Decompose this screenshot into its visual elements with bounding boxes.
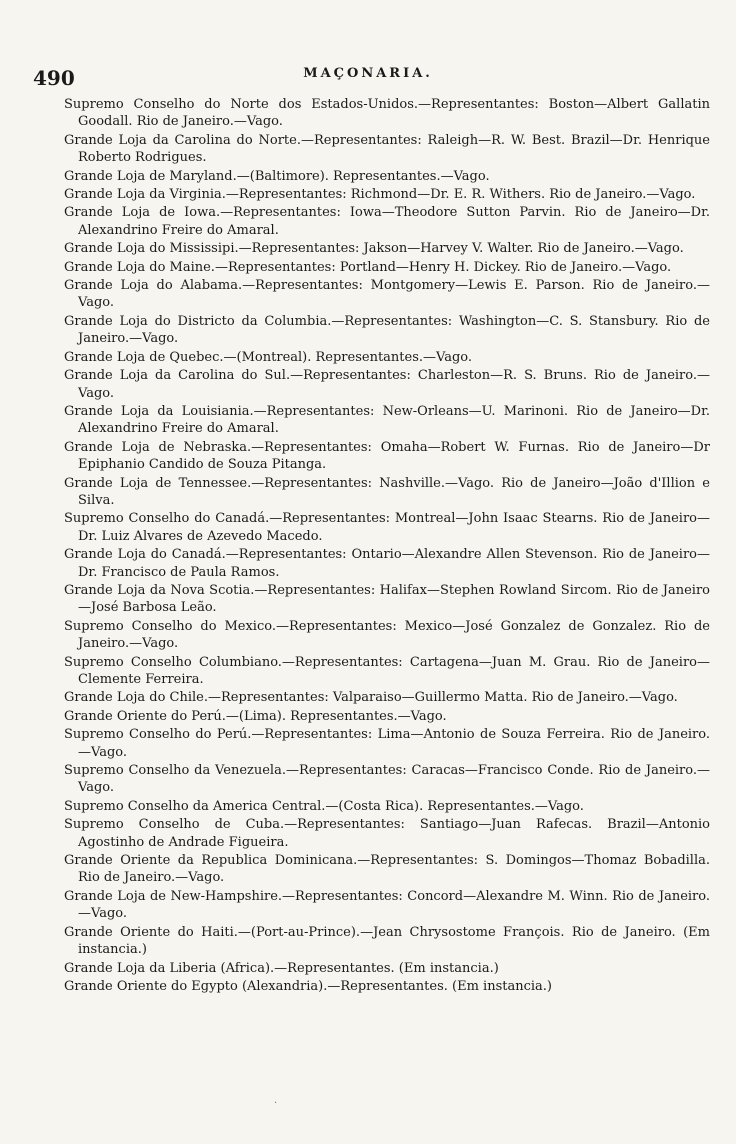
list-item: Supremo Conselho Columbiano.—Representantes: Cartagena—Juan M. Grau. Rio de Janeiro—Clemente Ferreira. xyxy=(64,654,710,687)
list-item: Grande Loja do Maine.—Representantes: Portland—Henry H. Dickey. Rio de Janeiro.—Vago. xyxy=(64,259,672,275)
list-item: Supremo Conselho da America Central.—(Costa Rica). Representantes.—Vago. xyxy=(64,798,584,814)
list-item: Grande Loja do Canadá.—Representantes: Ontario—Alexandre Allen Stevenson. Rio de Janeiro—Dr. Francisco de Paula Ramos. xyxy=(64,547,710,580)
page-number: 490 xyxy=(33,66,75,90)
list-item: Supremo Conselho do Mexico.—Representantes: Mexico—José Gonzalez de Gonzalez. Rio de Janeiro.—Vago. xyxy=(64,618,710,652)
list-item: Supremo Conselho da Venezuela.—Representantes: Caracas—Francisco Conde. Rio de Janeiro.—Vago. xyxy=(64,763,710,796)
list-item: Grande Oriente do Haiti.—(Port-au-Prince).—Jean Chrysostome François. Rio de Janeiro. (Em instancia.) xyxy=(64,924,710,958)
list-item: Grande Oriente da Republica Dominicana.—Representantes: S. Domingos—Thomaz Bobadilla. Rio de Janeiro.—Vago. xyxy=(64,853,710,886)
list-item: Grande Loja de Nebraska.—Representantes: Omaha—Robert W. Furnas. Rio de Janeiro—Dr Epiphanio Candido de Souza Pitanga. xyxy=(64,439,710,473)
list-item: Grande Oriente do Egypto (Alexandria).—Representantes. (Em instancia.) xyxy=(64,978,552,994)
list-item: Grande Loja da Nova Scotia.—Representantes: Halifax—Stephen Rowland Sircom. Rio de Janeiro—José Barbosa Leão. xyxy=(64,582,710,616)
list-item: Grande Loja de Iowa.—Representantes: Iowa—Theodore Sutton Parvin. Rio de Janeiro—Dr. Alexandrino Freire do Amaral. xyxy=(64,205,710,238)
list-item: Grande Loja do Mississipi.—Representantes: Jakson—Harvey V. Walter. Rio de Janeiro.—Vago. xyxy=(64,241,684,257)
list-item: Grande Oriente do Perú.—(Lima). Representantes.—Vago. xyxy=(64,708,447,724)
list-item: Supremo Conselho do Perú.—Representantes: Lima—Antonio de Souza Ferreira. Rio de Janeiro.—Vago. xyxy=(64,727,710,760)
entry-list xyxy=(64,96,710,996)
list-item: Grande Loja do Districto da Columbia.—Representantes: Washington—C. S. Stansbury. Rio de Janeiro.—Vago. xyxy=(64,313,710,347)
list-item: Grande Loja de Tennessee.—Representantes: Nashville.—Vago. Rio de Janeiro—João d'Illion e Silva. xyxy=(64,475,710,508)
list-item: Grande Loja da Louisiania.—Representantes: New-Orleans—U. Marinoni. Rio de Janeiro—Dr. Alexandrino Freire do Amaral. xyxy=(64,403,710,437)
list-item: Grande Loja de New-Hampshire.—Representantes: Concord—Alexandre M. Winn. Rio de Janeiro.—Vago. xyxy=(64,888,710,922)
list-item: Grande Loja de Maryland.—(Baltimore). Representantes.—Vago. xyxy=(64,168,490,184)
list-item: Grande Loja do Chile.—Representantes: Valparaiso—Guillermo Matta. Rio de Janeiro.—Vago. xyxy=(64,690,678,706)
list-item: Grande Loja da Virginia.—Representantes: Richmond—Dr. E. R. Withers. Rio de Janeiro.—Vago. xyxy=(64,187,696,203)
list-item: Grande Loja da Carolina do Sul.—Representantes: Charleston—R. S. Bruns. Rio de Janeiro.—Vago. xyxy=(64,368,710,401)
list-item: Grande Loja da Carolina do Norte.—Representantes: Raleigh—R. W. Best. Brazil—Dr. Henrique Roberto Rodrigues. xyxy=(64,132,710,166)
list-item: Grande Loja de Quebec.—(Montreal). Representantes.—Vago. xyxy=(64,349,473,365)
list-item: Supremo Conselho do Canadá.—Representantes: Montreal—John Isaac Stearns. Rio de Janeiro—Dr. Luiz Alvares de Azevedo Macedo. xyxy=(64,511,710,544)
list-item: Supremo Conselho do Norte dos Estados-Unidos.—Representantes: Boston—Albert Gallatin Goodall. Rio de Janeiro.—Vago. xyxy=(64,97,710,130)
list-item: Grande Loja do Alabama.—Representantes: Montgomery—Lewis E. Parson. Rio de Janeiro.—Vago. xyxy=(64,278,710,311)
list-item: Supremo Conselho de Cuba.—Representantes: Santiago—Juan Rafecas. Brazil—Antonio Agostinho de Andrade Figueira. xyxy=(64,817,710,850)
print-speck: · xyxy=(274,1098,278,1109)
list-item: Grande Loja da Liberia (Africa).—Representantes. (Em instancia.) xyxy=(64,960,499,976)
running-title: MAÇONARIA. xyxy=(303,66,433,81)
